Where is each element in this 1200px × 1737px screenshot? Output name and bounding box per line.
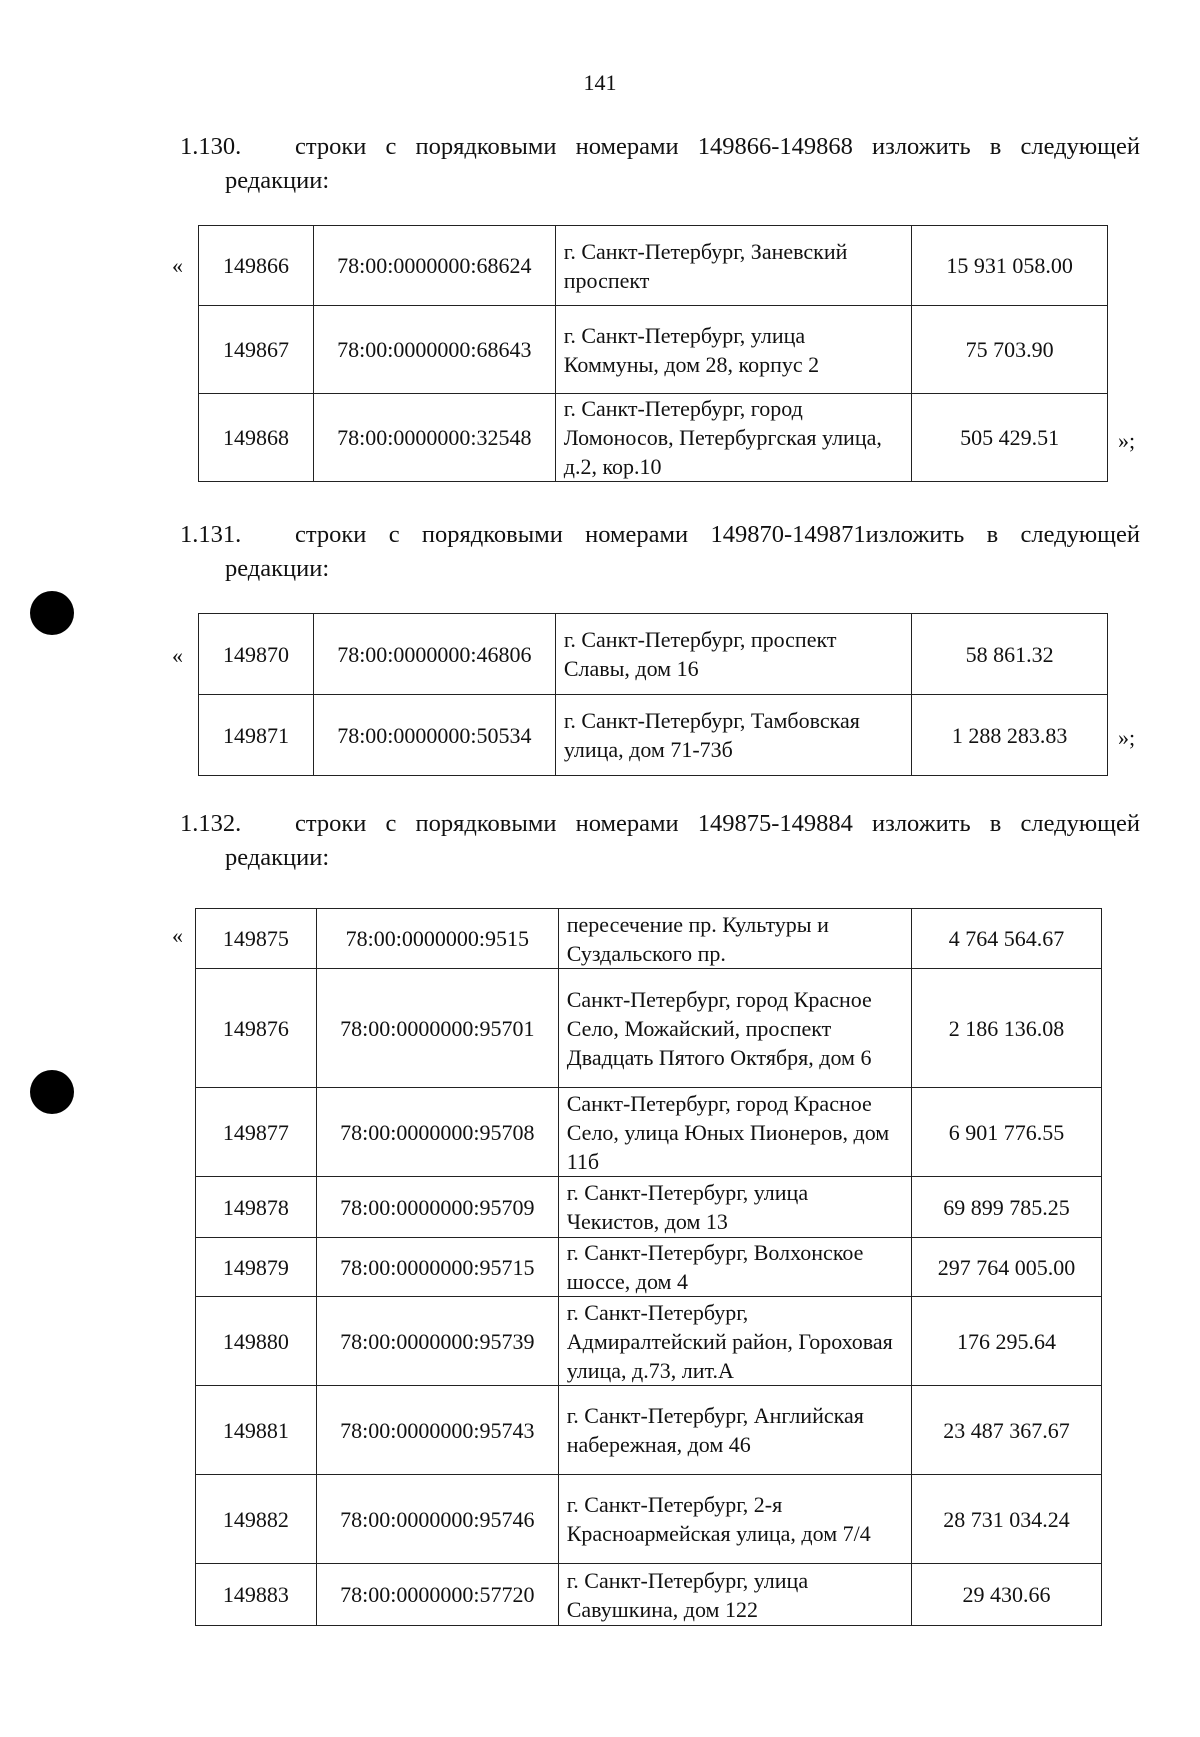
amendment-table [195, 908, 1102, 1626]
open-quote: « [172, 253, 183, 278]
row-number: 149876 [196, 969, 317, 1088]
section-text-continuation: редакции: [225, 167, 330, 194]
cadastral-number: 78:00:0000000:95739 [316, 1297, 558, 1386]
address: г. Санкт-Петербург, Английская набережная, дом 46 [558, 1386, 911, 1475]
table-row [196, 1564, 1102, 1626]
close-quote: »; [1118, 725, 1136, 750]
cadastral-number: 78:00:0000000:95743 [316, 1386, 558, 1475]
cadastral-value: 176 295.64 [912, 1297, 1102, 1386]
cadastral-value: 6 901 776.55 [912, 1088, 1102, 1177]
open-quote: « [172, 643, 183, 668]
row-number: 149867 [199, 306, 314, 394]
cadastral-value: 69 899 785.25 [912, 1177, 1102, 1238]
row-number: 149877 [196, 1088, 317, 1177]
address: пересечение пр. Культуры и Суздальского пр. [558, 909, 911, 969]
cadastral-value: 505 429.51 [912, 394, 1108, 482]
amendment-table [198, 225, 1108, 482]
row-number: 149880 [196, 1297, 317, 1386]
page-number: 141 [583, 70, 617, 95]
cadastral-value: 1 288 283.83 [912, 695, 1108, 776]
cadastral-value: 15 931 058.00 [912, 226, 1108, 306]
address: г. Санкт-Петербург, город Ломоносов, Петербургская улица, д.2, кор.10 [555, 394, 911, 482]
cadastral-number: 78:00:0000000:46806 [313, 614, 555, 695]
address: г. Санкт-Петербург, улица Савушкина, дом 122 [558, 1564, 911, 1626]
cadastral-number: 78:00:0000000:57720 [316, 1564, 558, 1626]
address: г. Санкт-Петербург, 2-я Красноармейская улица, дом 7/4 [558, 1475, 911, 1564]
address: г. Санкт-Петербург, Тамбовская улица, дом 71-73б [555, 695, 911, 776]
table-row [199, 226, 1108, 306]
row-number: 149879 [196, 1238, 317, 1297]
cadastral-value: 28 731 034.24 [912, 1475, 1102, 1564]
section-text: строки с порядковыми номерами 149866-149868 изложить в следующей [295, 133, 1140, 160]
table-row [196, 1386, 1102, 1475]
address: Санкт-Петербург, город Красное Село, улица Юных Пионеров, дом 11б [558, 1088, 911, 1177]
address: г. Санкт-Петербург, Адмиралтейский район, Гороховая улица, д.73, лит.А [558, 1297, 911, 1386]
table-row [196, 1297, 1102, 1386]
punch-hole [30, 1070, 74, 1114]
table-row [196, 1238, 1102, 1297]
address: г. Санкт-Петербург, улица Чекистов, дом 13 [558, 1177, 911, 1238]
section-text-continuation: редакции: [225, 844, 330, 871]
row-number: 149868 [199, 394, 314, 482]
cadastral-value: 23 487 367.67 [912, 1386, 1102, 1475]
row-number: 149870 [199, 614, 314, 695]
table-row [196, 909, 1102, 969]
cadastral-value: 58 861.32 [912, 614, 1108, 695]
section-number: 1.132. [180, 810, 242, 837]
cadastral-number: 78:00:0000000:50534 [313, 695, 555, 776]
section-number: 1.131. [180, 521, 242, 548]
section-number: 1.130. [180, 133, 242, 160]
cadastral-value: 29 430.66 [912, 1564, 1102, 1626]
address: г. Санкт-Петербург, улица Коммуны, дом 28, корпус 2 [555, 306, 911, 394]
section-text: строки с порядковыми номерами 149875-149884 изложить в следующей [295, 810, 1140, 837]
cadastral-number: 78:00:0000000:68624 [313, 226, 555, 306]
section-text-continuation: редакции: [225, 555, 330, 582]
table-row [196, 969, 1102, 1088]
table-row [199, 695, 1108, 776]
cadastral-number: 78:00:0000000:95701 [316, 969, 558, 1088]
cadastral-value: 4 764 564.67 [912, 909, 1102, 969]
cadastral-number: 78:00:0000000:95746 [316, 1475, 558, 1564]
section-text: строки с порядковыми номерами 149870-149871изложить в следующей [295, 521, 1140, 548]
amendment-table [198, 613, 1108, 776]
cadastral-value: 2 186 136.08 [912, 969, 1102, 1088]
open-quote: « [172, 923, 183, 948]
row-number: 149875 [196, 909, 317, 969]
cadastral-number: 78:00:0000000:95708 [316, 1088, 558, 1177]
section-heading [180, 130, 1140, 198]
table-row [196, 1475, 1102, 1564]
row-number: 149871 [199, 695, 314, 776]
address: г. Санкт-Петербург, Волхонское шоссе, дом 4 [558, 1238, 911, 1297]
punch-hole [30, 591, 74, 635]
cadastral-value: 75 703.90 [912, 306, 1108, 394]
table-row [196, 1177, 1102, 1238]
cadastral-number: 78:00:0000000:95715 [316, 1238, 558, 1297]
table-row [199, 306, 1108, 394]
address: г. Санкт-Петербург, Заневский проспект [555, 226, 911, 306]
table-row [199, 614, 1108, 695]
close-quote: »; [1118, 428, 1136, 453]
section-heading [180, 807, 1140, 875]
row-number: 149883 [196, 1564, 317, 1626]
row-number: 149866 [199, 226, 314, 306]
row-number: 149878 [196, 1177, 317, 1238]
table-row [196, 1088, 1102, 1177]
address: Санкт-Петербург, город Красное Село, Можайский, проспект Двадцать Пятого Октября, дом 6 [558, 969, 911, 1088]
cadastral-number: 78:00:0000000:95709 [316, 1177, 558, 1238]
cadastral-number: 78:00:0000000:9515 [316, 909, 558, 969]
row-number: 149881 [196, 1386, 317, 1475]
address: г. Санкт-Петербург, проспект Славы, дом 16 [555, 614, 911, 695]
cadastral-value: 297 764 005.00 [912, 1238, 1102, 1297]
row-number: 149882 [196, 1475, 317, 1564]
cadastral-number: 78:00:0000000:32548 [313, 394, 555, 482]
cadastral-number: 78:00:0000000:68643 [313, 306, 555, 394]
section-heading [180, 518, 1140, 586]
table-row [199, 394, 1108, 482]
